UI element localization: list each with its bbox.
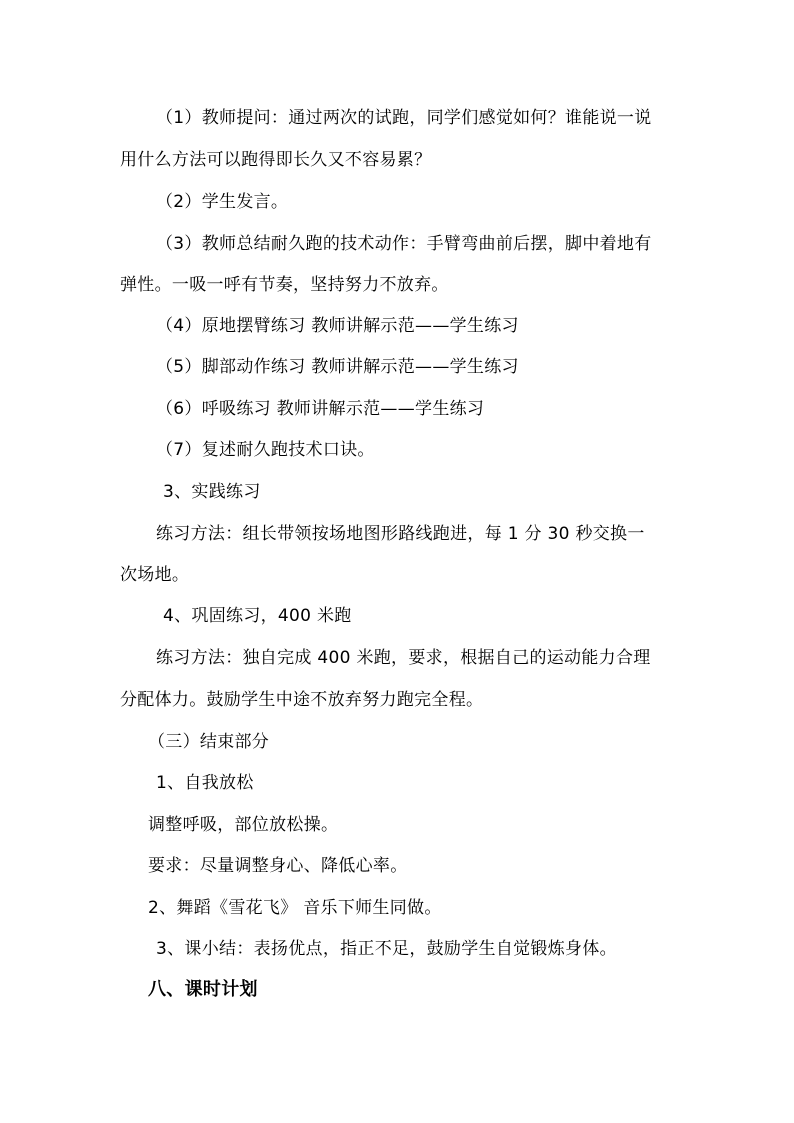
section-heading: 3、实践练习 (163, 482, 261, 502)
text-line: 练习方法：独自完成 400 米跑，要求，根据自己的运动能力合理 (156, 648, 651, 668)
text-line: （2）学生发言。 (156, 192, 289, 212)
text-line: 分配体力。鼓励学生中途不放弃努力跑完全程。 (120, 690, 484, 710)
text-line: 次场地。 (120, 565, 190, 585)
text-line: （3）教师总结耐久跑的技术动作：手臂弯曲前后摆，脚中着地有 (156, 234, 652, 254)
text-line: 要求：尽量调整身心、降低心率。 (148, 856, 408, 876)
text-line: （5）脚部动作练习 教师讲解示范——学生练习 (156, 357, 519, 377)
text-line: 用什么方法可以跑得即长久又不容易累？ (120, 150, 432, 170)
section-heading: 1、自我放松 (156, 773, 254, 793)
section-heading: 4、巩固练习，400 米跑 (163, 606, 352, 626)
text-line: 3、课小结：表扬优点，指正不足，鼓励学生自觉锻炼身体。 (156, 939, 617, 959)
chapter-heading: 八、课时计划 (148, 979, 258, 1000)
text-line: 2、舞蹈《雪花飞》 音乐下师生同做。 (148, 898, 442, 918)
text-line: （6）呼吸练习 教师讲解示范——学生练习 (156, 399, 485, 419)
text-line: 练习方法：组长带领按场地图形路线跑进，每 1 分 30 秒交换一 (156, 524, 645, 544)
text-line: （1）教师提问：通过两次的试跑，同学们感觉如何？谁能说一说 (156, 108, 652, 128)
text-line: （7）复述耐久跑技术口诀。 (156, 440, 375, 460)
text-line: 调整呼吸，部位放松操。 (148, 815, 339, 835)
text-line: 弹性。一吸一呼有节奏，坚持努力不放弃。 (120, 275, 449, 295)
text-line: （4）原地摆臂练习 教师讲解示范——学生练习 (156, 316, 519, 336)
section-heading: （三）结束部分 (148, 732, 270, 752)
